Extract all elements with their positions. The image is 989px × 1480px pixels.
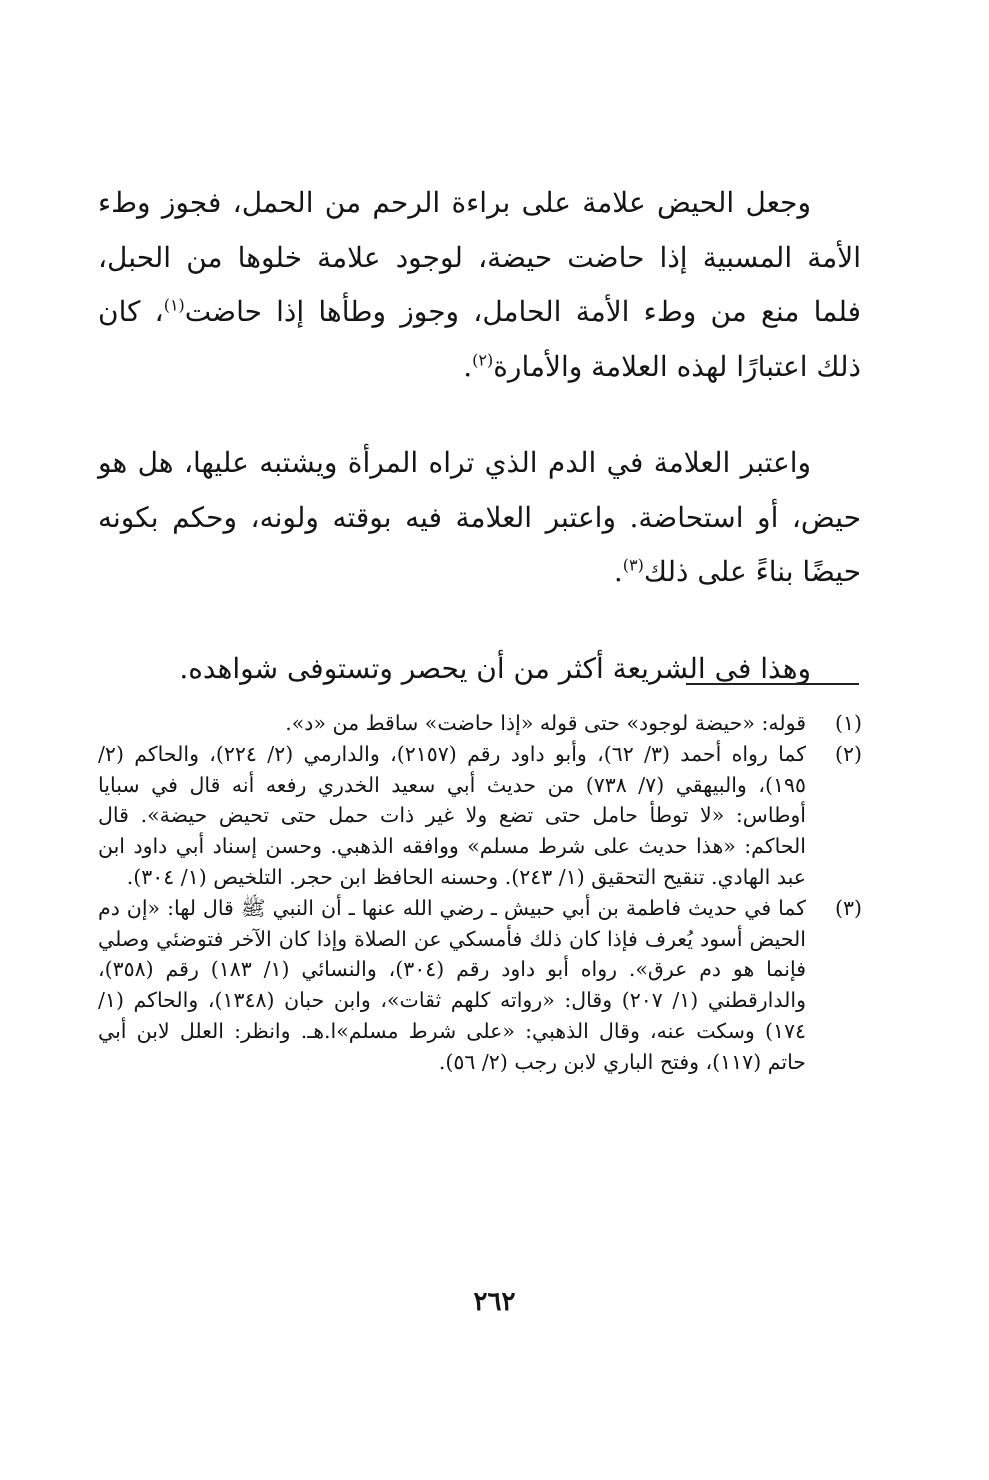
footnotes	[98, 708, 862, 1078]
footnote-number: (٢)	[834, 741, 862, 766]
footnote-text: كما رواه أحمد (٣/ ٦٢)، وأبو داود رقم (٢١٥٧)، والدارمي (٢/ ٢٢٤)، والحاكم (٢/ ١٩٥)، والبيهقي (٧/ ٧٣٨) من حديث أبي سعيد الخدري رفعه أنه قال في سبايا أوطاس: «لا توطأ حامل حتى تضع ولا غير ذات حمل حتى تحيض حيضة». قال الحاكم: «هذا حديث على شرط مسلم» ووافقه الذهبي. وحسن إسناد أبي داود ابن عبد الهادي. تنقيح التحقيق (١/ ٢٤٣). وحسنه الحافظ ابن حجر. التلخيص (١/ ٣٠٤).	[98, 741, 807, 889]
footnote-1	[98, 708, 862, 739]
paragraph-2-text: واعتبر العلامة في الدم الذي تراه المرأة ويشتبه عليها، هل هو حيض، أو استحاضة. واعتبر العلامة فيه بوقته ولونه، وحكم بكونه حيضًا بناءً على ذلك	[98, 446, 861, 588]
footnote-text: كما في حديث فاطمة بن أبي حبيش ـ رضي الله عنها ـ أن النبي ﷺ قال لها: «إن دم الحيض أسود يُعرف فإذا كان ذلك فأمسكي عن الصلاة وإذا كان الآخر فتوضئي وصلي فإنما هو دم عرق». رواه أبو داود رقم (٣٠٤)، والنسائي (١/ ١٨٣) رقم (٣٥٨)، والدارقطني (١/ ٢٠٧) وقال: «رواته كلهم ثقات»، وابن حبان (١٣٤٨)، والحاكم (١/ ١٧٤) وسكت عنه، وقال الذهبي: «على شرط مسلم»ا.هـ. وانظر: العلل لابن أبي حاتم (١١٧)، وفتح الباري لابن رجب (٢/ ٥٦).	[98, 895, 806, 1074]
footnote-number: (٣)	[834, 895, 862, 920]
main-text	[98, 176, 861, 696]
paragraph-1-continuation: ، كان ذلك اعتبارًا لهذه العلامة والأمارة	[98, 295, 861, 383]
footnote-ref-2: (٢)	[472, 350, 494, 370]
footnote-3	[98, 893, 862, 1078]
page-number: ٢٦٢	[473, 1287, 516, 1317]
footnote-text: قوله: «حيضة لوجود» حتى قوله «إذا حاضت» ساقط من «د».	[285, 711, 806, 735]
footnote-2	[98, 739, 862, 893]
footnote-separator	[686, 683, 859, 685]
paragraph-1	[98, 176, 861, 394]
paragraph-2	[98, 436, 861, 600]
footnote-ref-3: (٣)	[622, 555, 644, 575]
paragraph-3	[98, 642, 861, 697]
paragraph-2-end: .	[613, 555, 623, 588]
paragraph-3-text: وهذا في الشريعة أكثر من أن يحصر وتستوفى شواهده.	[179, 651, 811, 685]
paragraph-1-text: وجعل الحيض علامة على براءة الرحم من الحمل، فجوز وطء الأمة المسبية إذا حاضت حيضة، لوجود علامة خلوها من الحبل، فلما منع من وطء الأمة الحامل، وجوز وطأها إذا حاضت	[98, 186, 861, 328]
footnote-ref-1: (١)	[163, 295, 185, 315]
footnote-number: (١)	[834, 711, 862, 735]
paragraph-1-end: .	[463, 349, 473, 383]
